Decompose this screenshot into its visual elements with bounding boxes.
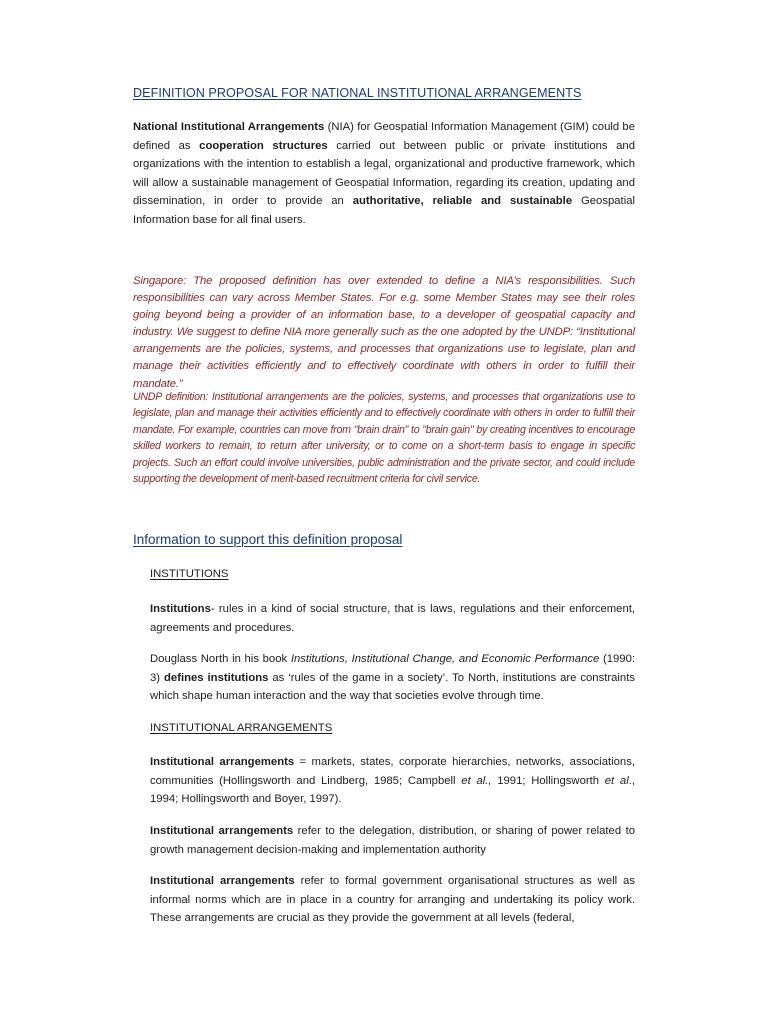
institutions-subheading: INSTITUTIONS <box>150 568 229 580</box>
bold-cooperation-structures: cooperation structures <box>199 139 328 152</box>
arrangements-paragraph-3: Institutional arrangements refer to formal government organisational structures as well as informal norms which are in place in a country for arranging and undertaking its policy work. These arrangements are crucial as they provide the government at all levels (federal, <box>150 875 635 925</box>
definition-paragraph: National Institutional Arrangements (NIA) for Geospatial Information Management (GIM) could be defined as cooperation structures carried out between public or private institutions and organizations with the intention to establish a legal, organizational and productive framework, which will allow a sustainable management of Geospatial Information, regarding its creation, updating and dissemination, in order to provide an authoritative, reliable and sustainable Geospatial Information base for all final users. <box>133 121 635 226</box>
main-heading: DEFINITION PROPOSAL FOR NATIONAL INSTITUTIONAL ARRANGEMENTS <box>133 86 582 100</box>
definition-term: National Institutional Arrangements <box>133 121 325 133</box>
arrangements-paragraph-1: Institutional arrangements = markets, states, corporate hierarchies, networks, associations, communities (Hollingsworth and Lindberg, 1985; Campbell et al., 1991; Hollingsworth et al., 1994; Hollingsworth and Boyer, 1997). <box>150 756 635 806</box>
arrangements-paragraph-2: Institutional arrangements refer to the delegation, distribution, or sharing of power related to growth management decision-making and implementation authority <box>150 825 635 856</box>
douglass-north-paragraph: Douglass North in his book Institutions, Institutional Change, and Economic Performance (1990: 3) defines institutions as ‘rules of the game in a society’. To North, institutions are constraints which shape human interaction and the way that societies evolve through time. <box>150 653 635 703</box>
singapore-comment: Singapore: The proposed definition has over extended to define a NIA’s responsibilities. Such responsibilities can vary across Member States. For e.g. some Member States may see their roles going beyond being a provider of an information base, to a developer of geospatial capacity and industry. We suggest to define NIA more generally such as the one adopted by the UNDP: “Institutional arrangements are the policies, systems, and processes that organizations use to legislate, plan and manage their activities efficiently and to effectively coordinate with others in order to fulfill their mandate.” <box>133 275 635 390</box>
book-title: Institutions, Institutional Change, and Economic Performance <box>290 653 600 665</box>
arrangements-subheading: INSTITUTIONAL ARRANGEMENTS <box>150 722 333 734</box>
support-heading: Information to support this definition proposal <box>133 532 403 547</box>
bold-authoritative: authoritative, reliable and sustainable <box>352 195 573 208</box>
institutions-definition: Institutions- rules in a kind of social structure, that is laws, regulations and their enforcement, agreements and procedures. <box>150 603 635 634</box>
undp-comment: UNDP definition: Institutional arrangements are the policies, systems, and processes that organizations use to legislate, plan and manage their activities efficiently and to effectively coordinate with others in order to fulfill their mandate. For example, countries can move from "brain drain" to "brain gain" by creating incentives to encourage skilled workers to remain, to return after university, or to come on a short-term basis to engage in specific projects. Such an effort could involve universities, public administration and the private sector, and could include supporting the development of merit-based recruitment criteria for civil service. <box>133 391 635 486</box>
